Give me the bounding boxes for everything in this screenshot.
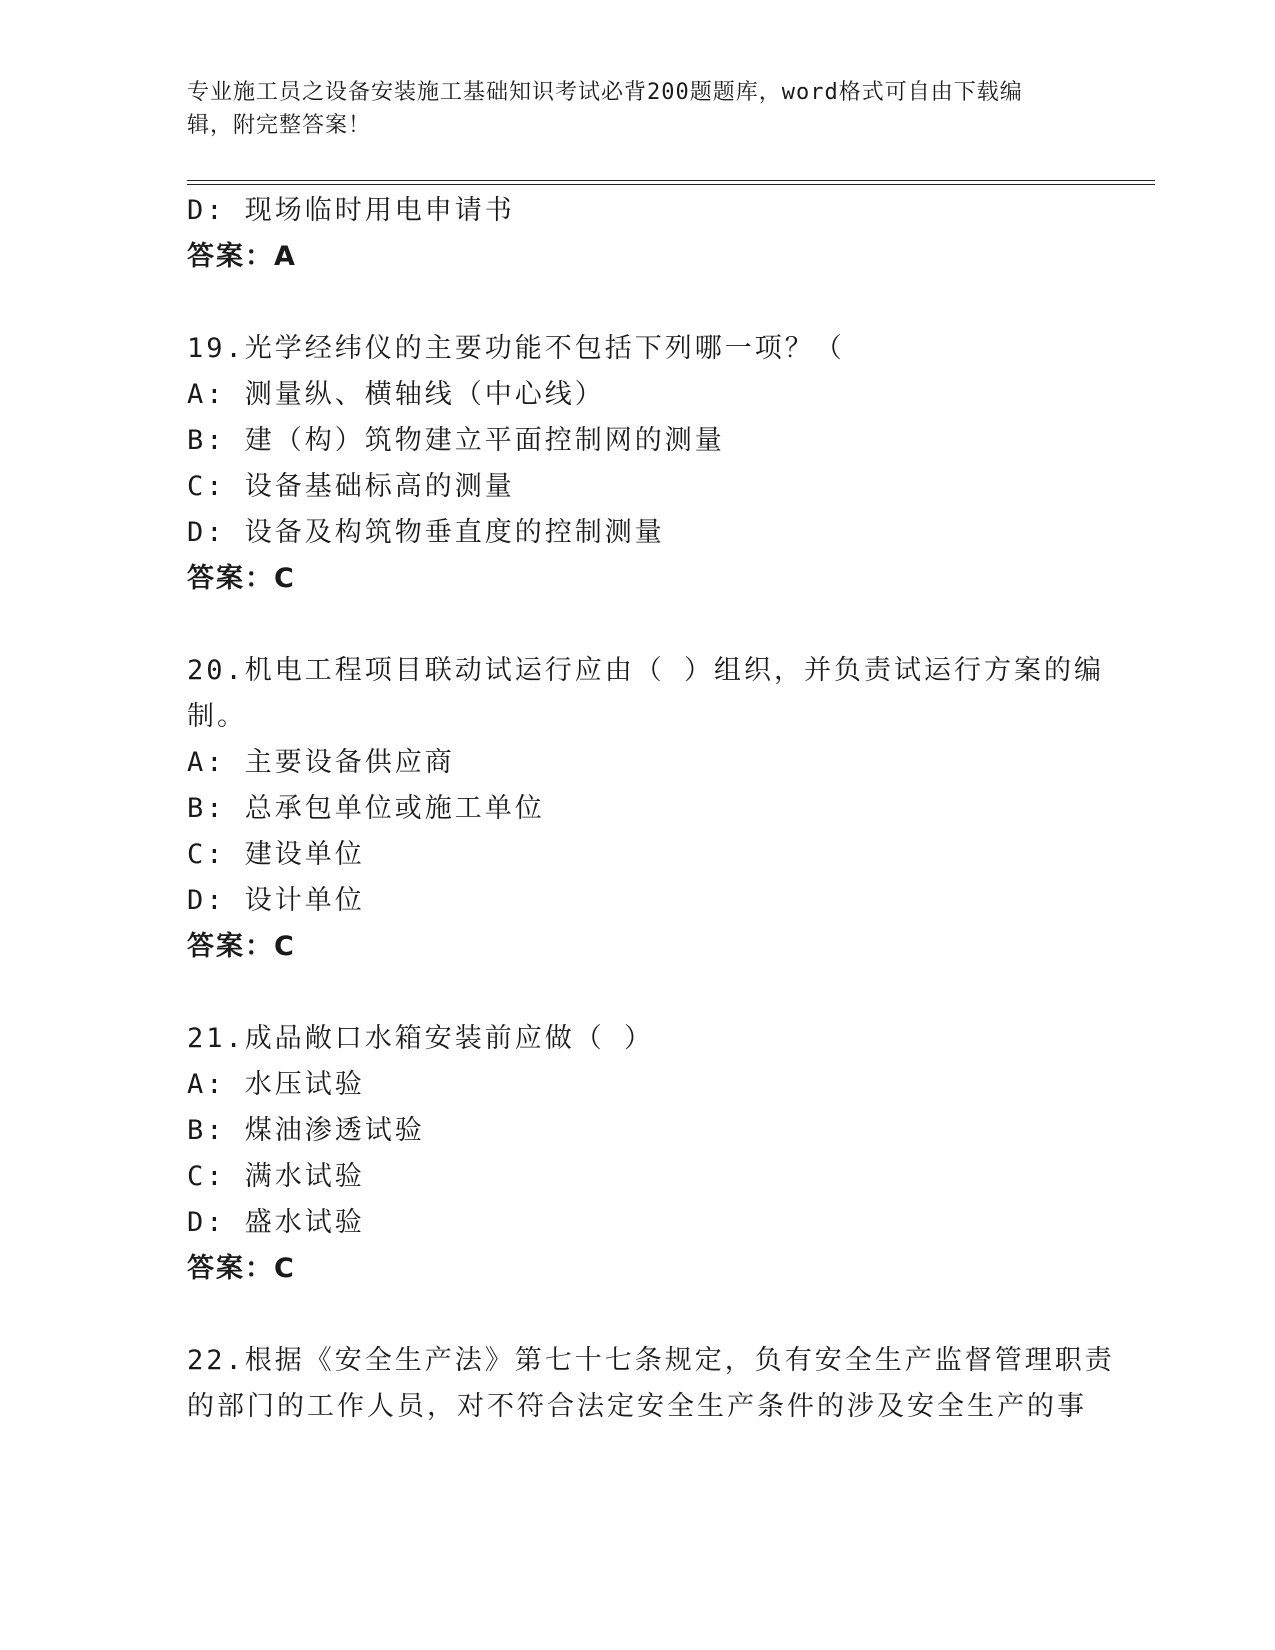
- document-title: 专业施工员之设备安装施工基础知识考试必背200题题库，word格式可自由下载编辑，附完整答案！: [187, 80, 1023, 138]
- option-d: D: 盛水试验: [187, 1207, 365, 1238]
- answer: 答案：C: [187, 563, 296, 594]
- header-divider: [187, 180, 1155, 185]
- option-a: A: 主要设备供应商: [187, 747, 455, 778]
- option-a: A: 测量纵、横轴线（中心线）: [187, 379, 605, 410]
- option-b: B: 煤油渗透试验: [187, 1115, 425, 1146]
- spacer: [187, 1292, 1087, 1338]
- question-19: [187, 326, 1087, 602]
- question-stem: 21.成品敞口水箱安装前应做（ ）: [187, 1023, 655, 1054]
- question-21: [187, 1016, 1087, 1292]
- option-c: C: 满水试验: [187, 1161, 365, 1192]
- page-header: [187, 76, 1067, 142]
- question-20: [187, 648, 1105, 970]
- option-c: C: 建设单位: [187, 839, 365, 870]
- question-stem: 20.机电工程项目联动试运行应由（ ）组织，并负责试运行方案的编: [187, 655, 1105, 686]
- spacer: [187, 280, 1087, 326]
- spacer: [187, 602, 1087, 648]
- question-stem: 19.光学经纬仪的主要功能不包括下列哪一项？（: [187, 333, 845, 364]
- option-a: A: 水压试验: [187, 1069, 365, 1100]
- answer: 答案：C: [187, 1253, 296, 1284]
- question-22: [187, 1338, 1115, 1430]
- answer: 答案：C: [187, 931, 296, 962]
- option-b: B: 总承包单位或施工单位: [187, 793, 545, 824]
- spacer: [187, 970, 1087, 1016]
- option-d: D: 设备及构筑物垂直度的控制测量: [187, 517, 665, 548]
- question-stem-continued: 制。: [187, 701, 247, 732]
- option-c: C: 设备基础标高的测量: [187, 471, 515, 502]
- option-d: D: 现场临时用电申请书: [187, 195, 515, 226]
- option-b: B: 建（构）筑物建立平面控制网的测量: [187, 425, 725, 456]
- question-stem: 22.根据《安全生产法》第七十七条规定，负有安全生产监督管理职责: [187, 1345, 1115, 1376]
- question-stem-continued: 的部门的工作人员，对不符合法定安全生产条件的涉及安全生产的事: [187, 1391, 1087, 1422]
- answer: 答案：A: [187, 241, 297, 272]
- option-d: D: 设计单位: [187, 885, 365, 916]
- document-body: [187, 188, 1115, 1430]
